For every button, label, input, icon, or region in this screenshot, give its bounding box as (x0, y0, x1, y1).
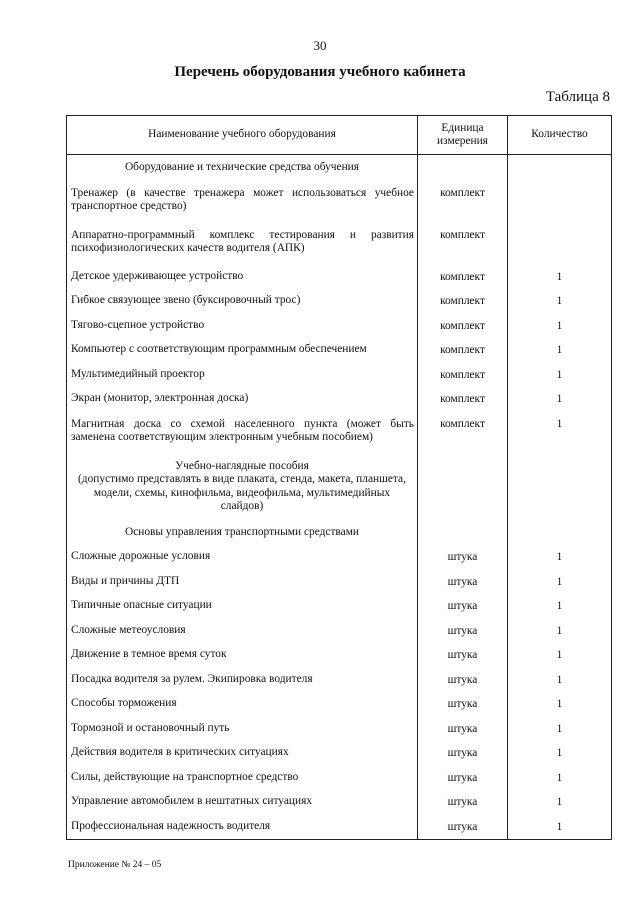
table-row (67, 265, 612, 290)
item-qty: 1 (508, 717, 612, 742)
item-name: Аппаратно-программный комплекс тестирования и развития психофизиологических качеств водителя (АПК) (67, 223, 418, 265)
section-title: Учебно-наглядные пособия (175, 459, 309, 472)
table-row (67, 289, 612, 314)
table-row (67, 619, 612, 644)
item-unit: штука (418, 643, 508, 668)
item-qty: 1 (508, 265, 612, 290)
item-qty: 1 (508, 619, 612, 644)
item-unit: комплект (418, 412, 508, 454)
table-row (67, 570, 612, 595)
item-unit: штука (418, 790, 508, 815)
item-name: Тормозной и остановочный путь (67, 717, 418, 742)
item-qty: 1 (508, 570, 612, 595)
table-row (67, 741, 612, 766)
item-name: Способы торможения (67, 692, 418, 717)
table-row (67, 412, 612, 454)
item-qty (508, 223, 612, 265)
footer-note: Приложение № 24 – 05 (68, 860, 162, 870)
column-header-qty: Количество (508, 116, 612, 155)
table-row (67, 223, 612, 265)
item-qty: 1 (508, 545, 612, 570)
item-unit: комплект (418, 223, 508, 265)
document-title: Перечень оборудования учебного кабинета (174, 64, 466, 80)
item-name: Экран (монитор, электронная доска) (67, 387, 418, 412)
item-name: Действия водителя в критических ситуациях (67, 741, 418, 766)
section-title: Основы управления транспортными средствами (124, 525, 360, 538)
item-unit: штука (418, 668, 508, 693)
item-unit: штука (418, 594, 508, 619)
item-unit: комплект (418, 314, 508, 339)
item-name: Посадка водителя за рулем. Экипировка водителя (67, 668, 418, 693)
item-name: Компьютер с соответствующим программным обеспечением (67, 338, 418, 363)
item-qty: 1 (508, 766, 612, 791)
item-qty: 1 (508, 668, 612, 693)
table-row (67, 363, 612, 388)
item-unit: комплект (418, 338, 508, 363)
item-name: Тренажер (в качестве тренажера может использоваться учебное транспортное средство) (67, 181, 418, 223)
item-qty: 1 (508, 289, 612, 314)
item-unit: штука (418, 717, 508, 742)
item-unit: комплект (418, 363, 508, 388)
item-unit: штука (418, 741, 508, 766)
item-qty: 1 (508, 338, 612, 363)
column-header-name: Наименование учебного оборудования (67, 116, 418, 155)
column-header-unit: Единица измерения (418, 116, 508, 155)
item-unit: штука (418, 619, 508, 644)
item-unit: штука (418, 692, 508, 717)
section-subtitle: (допустимо представлять в виде плаката, стенда, макета, планшета, модели, схемы, кинофильма, видеофильма, мультимедийных слайдов) (78, 473, 406, 512)
item-qty: 1 (508, 741, 612, 766)
section-heading-row (67, 155, 612, 181)
table-header-row (67, 116, 612, 155)
table-row (67, 594, 612, 619)
table-row (67, 181, 612, 223)
table-row (67, 717, 612, 742)
table-row (67, 545, 612, 570)
table-row (67, 815, 612, 840)
item-unit: штука (418, 570, 508, 595)
item-qty: 1 (508, 643, 612, 668)
item-qty: 1 (508, 412, 612, 454)
item-name: Виды и причины ДТП (67, 570, 418, 595)
item-unit: штука (418, 766, 508, 791)
item-qty: 1 (508, 314, 612, 339)
item-name: Детское удерживающее устройство (67, 265, 418, 290)
item-unit: комплект (418, 265, 508, 290)
item-name: Магнитная доска со схемой населенного пункта (может быть заменена соответствующим электронным учебным пособием) (67, 412, 418, 454)
item-unit: штука (418, 545, 508, 570)
page-number: 30 (313, 38, 327, 53)
section-title: Оборудование и технические средства обучения (124, 161, 360, 173)
item-name: Силы, действующие на транспортное средство (67, 766, 418, 791)
item-name: Гибкое связующее звено (буксировочный трос) (67, 289, 418, 314)
table-caption: Таблица 8 (545, 89, 610, 105)
item-name: Мультимедийный проектор (67, 363, 418, 388)
table-row (67, 643, 612, 668)
item-name: Сложные метеоусловия (67, 619, 418, 644)
section-heading-row (67, 520, 612, 546)
item-name: Движение в темное время суток (67, 643, 418, 668)
item-qty: 1 (508, 790, 612, 815)
item-name: Тягово-сцепное устройство (67, 314, 418, 339)
item-name: Профессиональная надежность водителя (67, 815, 418, 840)
table-row (67, 692, 612, 717)
table-row (67, 314, 612, 339)
table-row (67, 387, 612, 412)
item-name: Управление автомобилем в нештатных ситуациях (67, 790, 418, 815)
table-row (67, 766, 612, 791)
section-heading-row (67, 454, 612, 520)
table-row (67, 790, 612, 815)
item-qty: 1 (508, 387, 612, 412)
equipment-table (66, 115, 612, 840)
item-unit: комплект (418, 387, 508, 412)
item-unit: комплект (418, 181, 508, 223)
item-name: Сложные дорожные условия (67, 545, 418, 570)
item-qty (508, 181, 612, 223)
item-qty: 1 (508, 363, 612, 388)
table-row (67, 668, 612, 693)
item-qty: 1 (508, 815, 612, 840)
item-unit: штука (418, 815, 508, 840)
item-qty: 1 (508, 692, 612, 717)
item-qty: 1 (508, 594, 612, 619)
table-row (67, 338, 612, 363)
item-name: Типичные опасные ситуации (67, 594, 418, 619)
item-unit: комплект (418, 289, 508, 314)
